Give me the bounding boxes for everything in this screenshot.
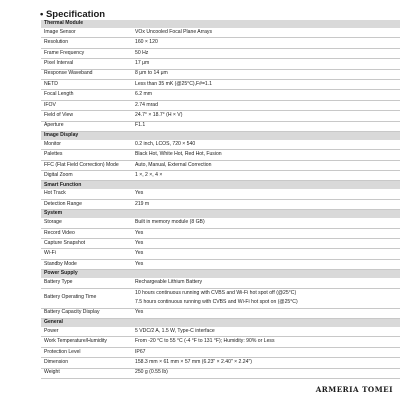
spec-value: Built in memory module (8 GB) [132, 218, 400, 228]
spec-label: Battery Type [41, 278, 132, 288]
table-row [41, 327, 400, 337]
table-row [41, 239, 400, 249]
specification-table-body [41, 20, 400, 378]
spec-label: Frame Frequency [41, 48, 132, 58]
spec-value: Auto, Manual, External Correction [132, 160, 400, 170]
spec-value: 17 μm [132, 59, 400, 69]
table-row [41, 278, 400, 288]
page-title: • Specification [40, 9, 106, 20]
spec-label: Weight [41, 368, 132, 378]
section-header [41, 20, 400, 28]
spec-value: Rechargeable Lithium Battery [132, 278, 400, 288]
spec-label: Digital Zoom [41, 171, 132, 181]
spec-value-line: 7.5 hours continuous running with CVBS and Wi-Fi hot spot on (@25°C) [135, 299, 298, 306]
spec-label: Record Video [41, 228, 132, 238]
spec-value: Yes [132, 249, 400, 259]
spec-label: Wi-Fi [41, 249, 132, 259]
table-row [41, 189, 400, 199]
section-header [41, 210, 400, 219]
spec-value: Yes [132, 308, 400, 318]
spec-label: IFOV [41, 100, 132, 110]
table-row [41, 160, 400, 170]
spec-value: 0.2 inch, LCOS, 720 × 540 [132, 140, 400, 150]
spec-value: IP67 [132, 347, 400, 357]
spec-value: 50 Hz [132, 48, 400, 58]
spec-label: Capture Snapshot [41, 239, 132, 249]
spec-label: Storage [41, 218, 132, 228]
spec-label: Aperture [41, 121, 132, 131]
spec-label: Pixel Interval [41, 59, 132, 69]
table-row [41, 259, 400, 269]
spec-value: Yes [132, 239, 400, 249]
section-header [41, 131, 400, 140]
table-row [41, 111, 400, 121]
spec-value: 250 g (0.55 lb) [132, 368, 400, 378]
table-row [41, 228, 400, 238]
table-row [41, 199, 400, 209]
spec-label: Protection Level [41, 347, 132, 357]
section-title: Smart Function [41, 181, 400, 190]
table-row [41, 218, 400, 228]
table-row [41, 100, 400, 110]
spec-value: 158.3 mm × 61 mm × 57 mm (6.23" × 2.40" × 2.24") [132, 358, 400, 368]
section-title: Thermal Module [41, 20, 400, 28]
spec-value: From -20 °C to 55 °C (-4 °F to 131 °F); Humidity: 90% or Less [132, 337, 400, 347]
spec-value: Black Hot, White Hot, Red Hot, Fusion [132, 150, 400, 160]
section-title: Image Display [41, 131, 400, 140]
spec-value: F1.1 [132, 121, 400, 131]
spec-label: NETD [41, 79, 132, 89]
section-header [41, 181, 400, 190]
spec-label: FFC (Flat Field Correction) Mode [41, 160, 132, 170]
section-title: General [41, 318, 400, 327]
table-row [41, 150, 400, 160]
table-row [41, 38, 400, 48]
spec-label: Image Sensor [41, 28, 132, 38]
section-header [41, 318, 400, 327]
spec-label: Field of View [41, 111, 132, 121]
spec-value-line: 10 hours continuous running with CVBS and Wi-Fi hot spot off (@25°C) [135, 290, 297, 297]
spec-value: Yes [132, 259, 400, 269]
spec-label: Power [41, 327, 132, 337]
spec-label: Hot Track [41, 189, 132, 199]
spec-value: 24.7° × 18.7° (H × V) [132, 111, 400, 121]
watermark: ARMERIA TOMEI [315, 385, 393, 394]
spec-value [132, 288, 400, 308]
spec-label: Detection Range [41, 199, 132, 209]
spec-value: Yes [132, 228, 400, 238]
table-row [41, 249, 400, 259]
spec-value: 6.2 mm [132, 90, 400, 100]
spec-label: Standby Mode [41, 259, 132, 269]
table-row [41, 79, 400, 89]
specification-table [41, 20, 400, 379]
spec-value: VOx Uncooled Focal Plane Arrays [132, 28, 400, 38]
table-row [41, 288, 400, 308]
table-row [41, 347, 400, 357]
table-row [41, 69, 400, 79]
spec-value: 219 m [132, 199, 400, 209]
spec-label: Focal Length [41, 90, 132, 100]
table-row [41, 358, 400, 368]
spec-label: Work Temperature/Humidity [41, 337, 132, 347]
spec-label: Monitor [41, 140, 132, 150]
spec-label: Resolution [41, 38, 132, 48]
table-row [41, 308, 400, 318]
spec-label: Response Waveband [41, 69, 132, 79]
spec-label: Battery Capacity Display [41, 308, 132, 318]
table-row [41, 90, 400, 100]
spec-label: Palettes [41, 150, 132, 160]
table-row [41, 48, 400, 58]
table-row [41, 140, 400, 150]
table-row [41, 59, 400, 69]
spec-value: 2.74 mrad [132, 100, 400, 110]
spec-label: Battery Operating Time [41, 288, 132, 308]
spec-value: 160 × 120 [132, 38, 400, 48]
spec-value: Less than 35 mK (@25°C),F#=1.1 [132, 79, 400, 89]
section-header [41, 270, 400, 279]
section-title: System [41, 210, 400, 219]
table-row [41, 368, 400, 378]
spec-value: Yes [132, 189, 400, 199]
spec-value: 5 VDC/2 A, 1.5 W, Type-C interface [132, 327, 400, 337]
table-row [41, 28, 400, 38]
spec-value: 8 μm to 14 μm [132, 69, 400, 79]
spec-label: Dimension [41, 358, 132, 368]
section-title: Power Supply [41, 270, 400, 279]
table-row [41, 121, 400, 131]
spec-value: 1 ×, 2 ×, 4 × [132, 171, 400, 181]
table-row [41, 171, 400, 181]
table-row [41, 337, 400, 347]
